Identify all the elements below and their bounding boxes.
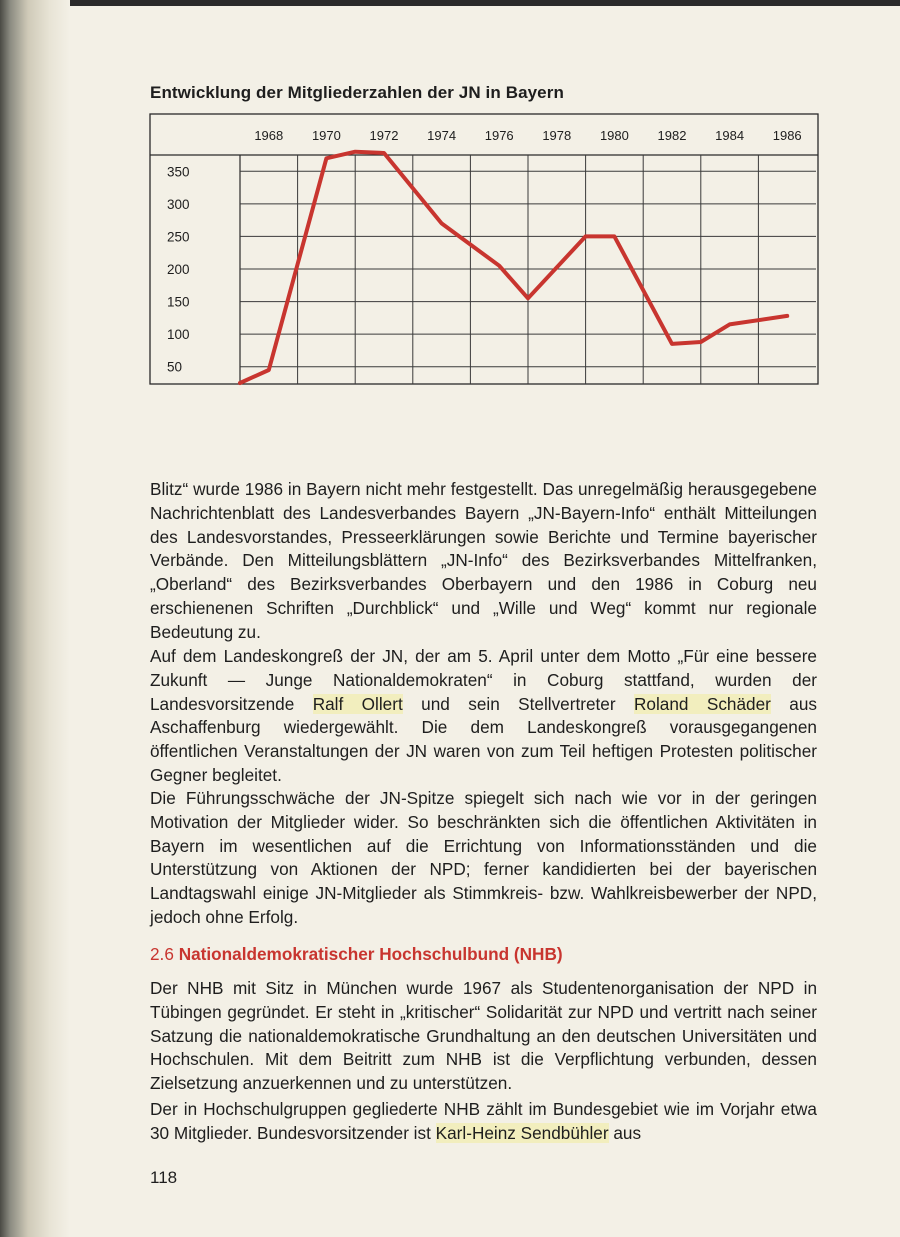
chart-y-tick-label: 300 xyxy=(167,196,190,212)
name-karl-heinz-sendbuehler: Karl-Heinz Sendbühler xyxy=(435,1122,609,1143)
paragraph-5-part-b: aus xyxy=(608,1122,642,1143)
chart-x-tick-label: 1976 xyxy=(484,128,514,143)
chart-x-tick-label: 1974 xyxy=(427,128,457,143)
chart-x-tick-label: 1984 xyxy=(715,128,745,143)
paragraph-2-part-b: und sein Stellvertreter xyxy=(402,693,634,714)
paragraph-5 xyxy=(150,1098,817,1146)
chart-y-tick-label: 50 xyxy=(167,359,183,375)
paragraph-1: Blitz“ wurde 1986 in Bayern nicht mehr festgestellt. Das unregelmäßig herausgegebene Nachrichtenblatt des Landesverbandes Bayern „JN-Bayern-Info“ enthält Mitteilungen des Landesvorstandes, Presseerklärungen sowie Berichte und Termine bayerischer Verbände. Den Mitteilungsblättern „JN-Info“ des Bezirksverbandes Mittelfranken, „Oberland“ des Bezirksverbandes Oberbayern und den 1986 in Coburg neu erschienenen Schriften „Durchblick“ und „Wille und Weg“ kommt nur regionale Bedeutung zu. xyxy=(150,479,817,642)
chart-y-tick-label: 150 xyxy=(167,294,190,310)
section-number: 2.6 xyxy=(150,944,174,964)
chart-x-tick-label: 1982 xyxy=(657,128,687,143)
section-title: Nationaldemokratischer Hochschulbund (NHB) xyxy=(178,944,563,964)
section-heading xyxy=(150,944,563,965)
membership-chart xyxy=(0,0,900,420)
chart-title: Entwicklung der Mitgliederzahlen der JN in Bayern xyxy=(150,83,564,102)
chart-y-tick-label: 200 xyxy=(167,262,190,277)
name-ralf-ollert: Ralf Ollert xyxy=(312,693,403,714)
chart-x-tick-label: 1972 xyxy=(369,128,399,143)
chart-y-tick-label: 250 xyxy=(167,229,190,245)
chart-y-tick-label: 100 xyxy=(167,327,190,343)
name-roland-schaeder: Roland Schäder xyxy=(633,693,771,714)
chart-x-tick-label: 1980 xyxy=(599,128,629,143)
chart-x-tick-label: 1986 xyxy=(772,128,802,143)
page-number: 118 xyxy=(150,1168,178,1187)
paragraph-3: Die Führungsschwäche der JN-Spitze spiegelt sich nach wie vor in der geringen Motivation der Mitglieder wider. So beschränkten sich die öffentlichen Aktivitäten in Bayern im wesentlichen auf die Errichtung von Informationsständen und die Unterstützung von Aktionen der NPD; ferner kandidierten bei der bayerischen Landtagswahl einige JN-Mitglieder als Stimmkreis- bzw. Wahlkreisbewerber der NPD, jedoch ohne Erfolg. xyxy=(150,788,817,927)
paragraph-2-part-c: aus Aschaffenburg wiedergewählt. Die dem Landeskongreß vorausgegangenen öffentlichen Veranstaltungen der JN waren von zum Teil heftigen Protesten politischer Gegner begleitet. xyxy=(150,693,817,785)
chart-series-line xyxy=(240,152,787,383)
chart-x-tick-label: 1968 xyxy=(254,128,284,143)
paragraph-2 xyxy=(150,645,817,788)
paragraph-5-part-a: Der in Hochschulgruppen gegliederte NHB zählt im Bundesgebiet wie im Vorjahr etwa 30 Mitglieder. Bundesvorsitzender ist xyxy=(150,1099,817,1143)
chart-x-tick-label: 1970 xyxy=(311,128,341,143)
chart-y-tick-label: 350 xyxy=(167,164,190,180)
paragraph-4: Der NHB mit Sitz in München wurde 1967 als Studentenorganisation der NPD in Tübingen gegründet. Er steht in „kritischer“ Solidarität zur NPD und vertritt nach seiner Satzung die nationaldemokratische Grundhaltung an den deutschen Universitäten und Hochschulen. Mit dem Beitritt zum NHB ist die Verpflichtung verbunden, dessen Zielsetzung anzuerkennen und zu unterstützen. xyxy=(150,978,817,1094)
chart-x-tick-label: 1978 xyxy=(542,128,572,143)
paragraph-2-part-a: Auf dem Landeskongreß der JN, der am 5. April unter dem Motto „Für eine bessere Zukunft — Junge Nationaldemokraten“ in Coburg stattfand, wurden der Landesvorsitzende xyxy=(150,646,817,714)
